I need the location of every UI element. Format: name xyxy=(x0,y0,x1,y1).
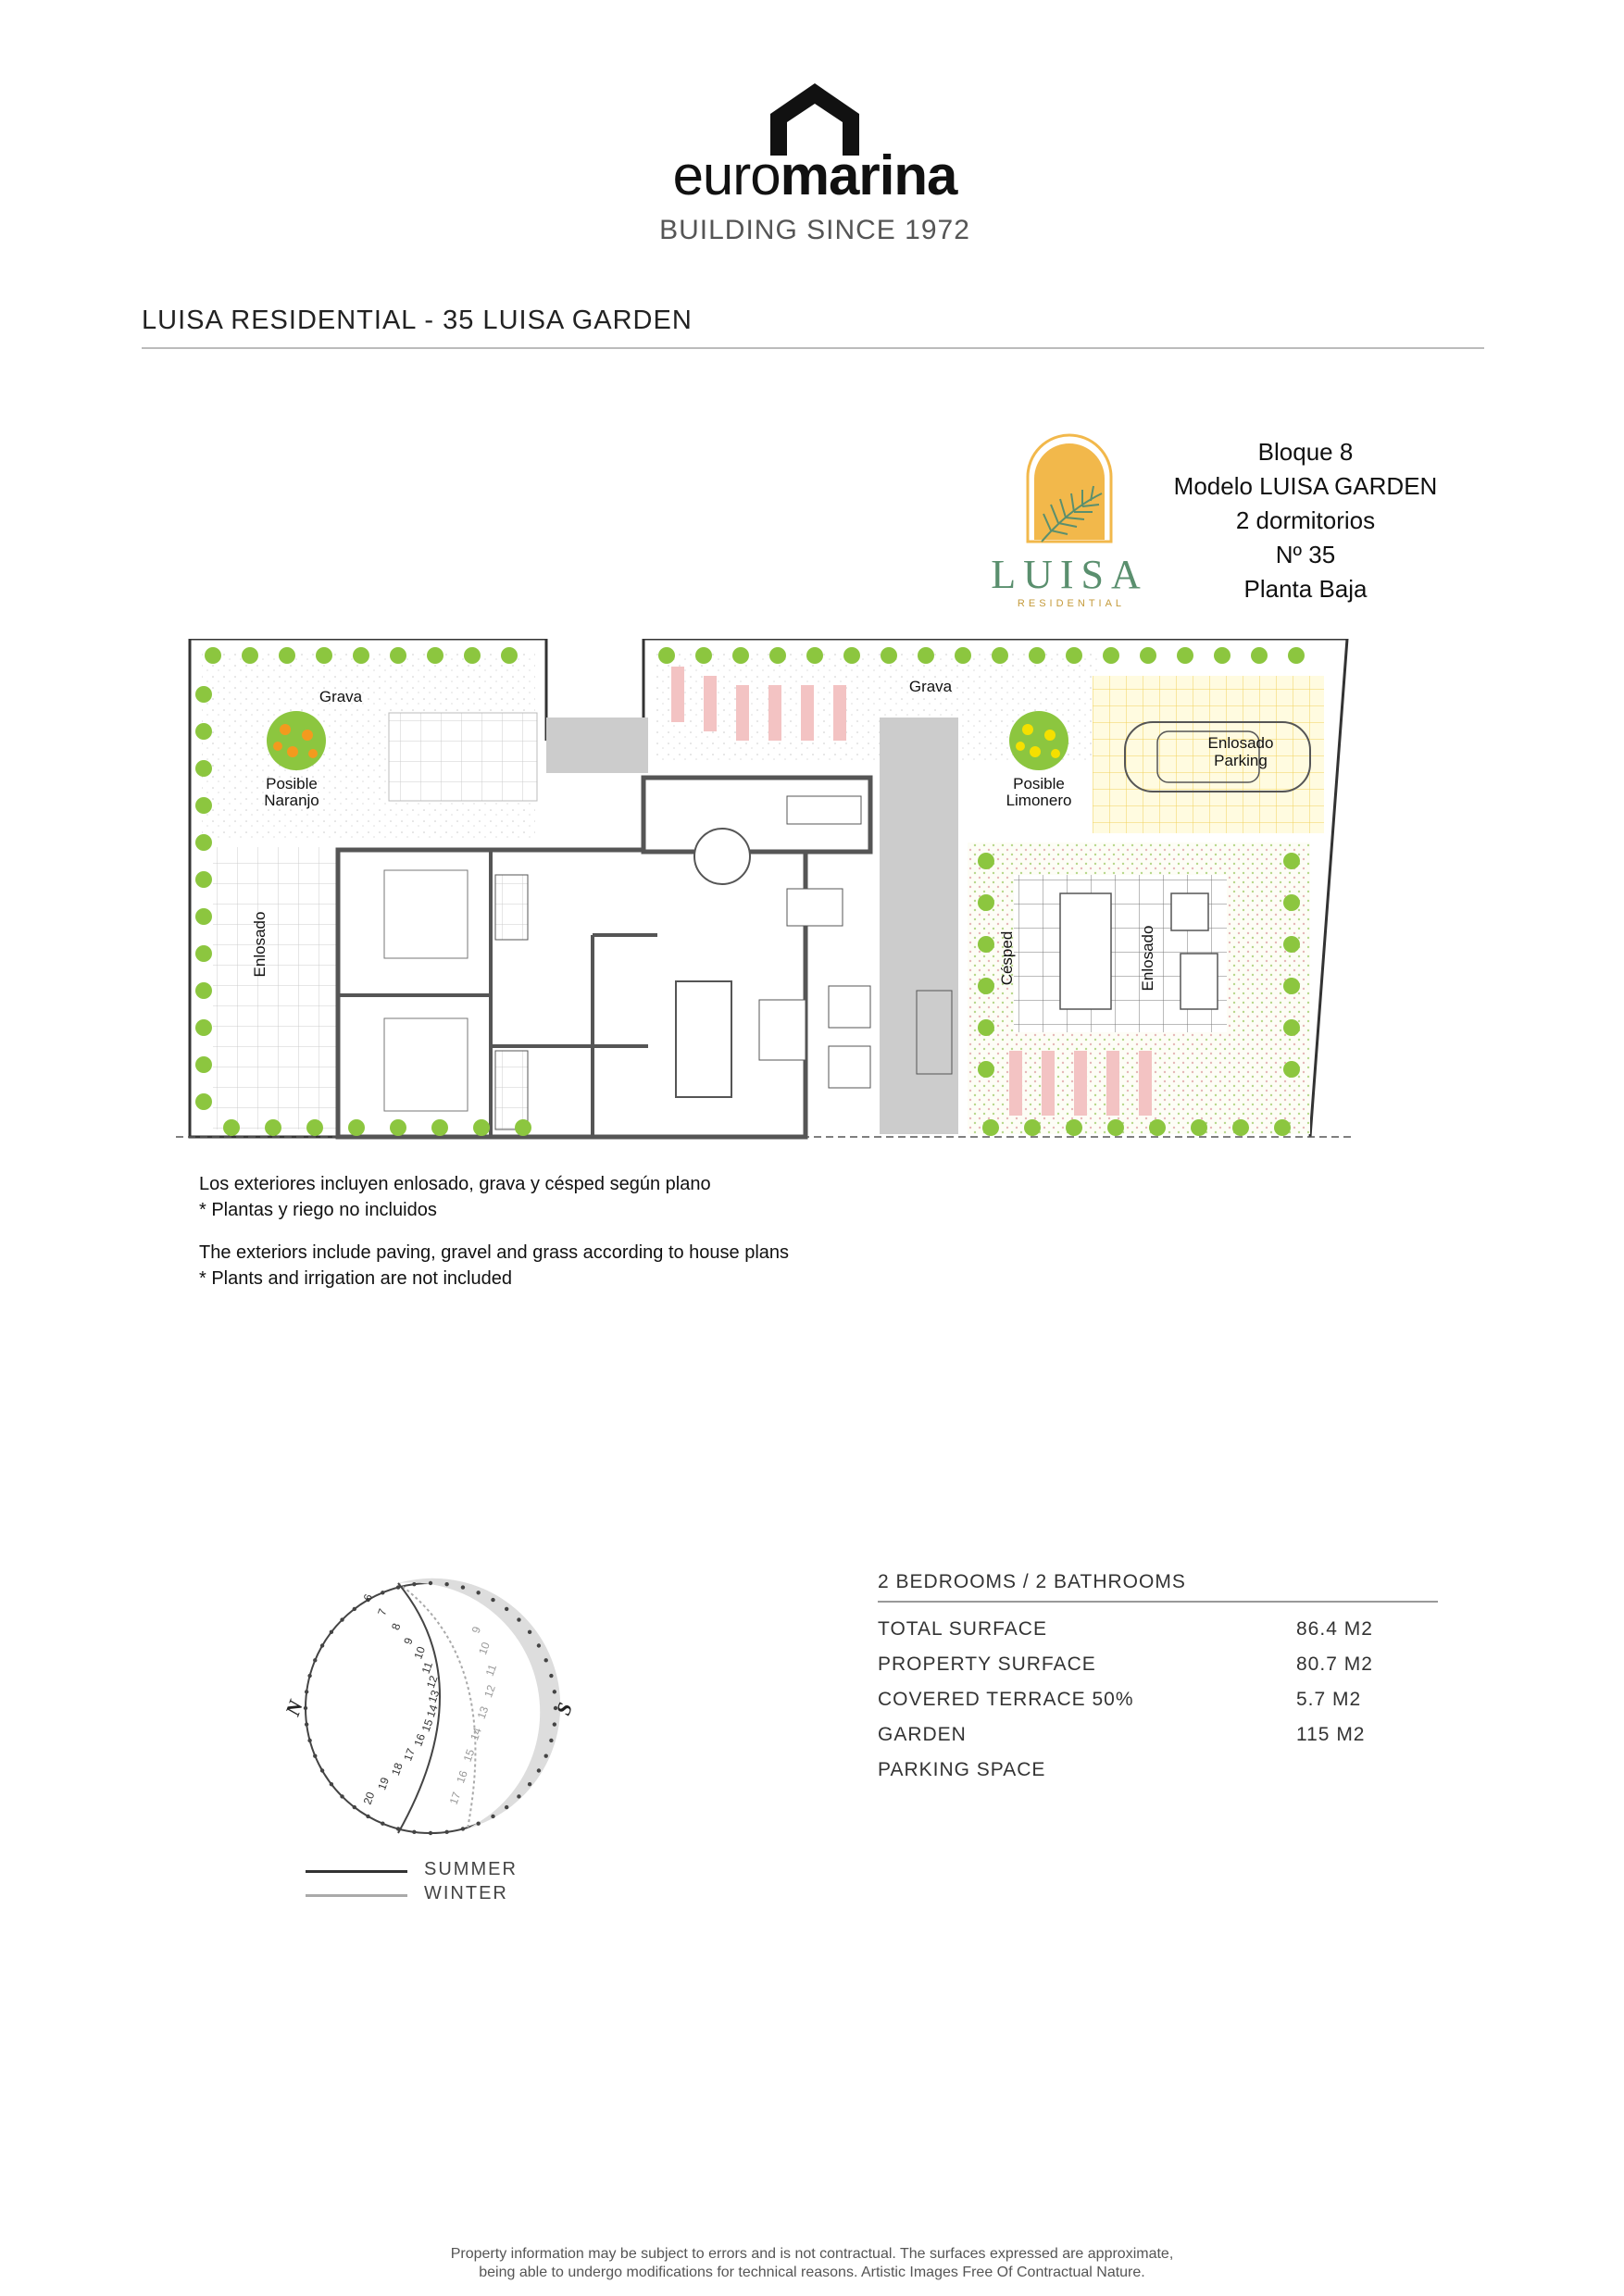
summer-hour-label: 11 xyxy=(418,1660,436,1676)
floor-level: Planta Baja xyxy=(1243,575,1368,603)
row-value: 80.7 M2 xyxy=(1296,1653,1373,1675)
circle-marker xyxy=(537,1643,541,1647)
orange-tree-icon xyxy=(267,711,326,770)
label-limonero-1: Posible xyxy=(1013,775,1065,792)
hedge-plant xyxy=(1251,647,1268,664)
winter-hour-label: 11 xyxy=(482,1662,500,1678)
circle-marker xyxy=(307,1739,311,1742)
circle-marker xyxy=(476,1591,480,1594)
circle-marker xyxy=(320,1768,324,1772)
summer-hour-label: 18 xyxy=(389,1761,406,1778)
luisa-logo xyxy=(986,421,1153,616)
hedge-plant xyxy=(1214,647,1230,664)
summer-hour-label: 15 xyxy=(418,1717,436,1734)
summer-hour-labels xyxy=(361,1592,443,1806)
circle-marker xyxy=(320,1643,324,1647)
hedge-plant xyxy=(316,647,332,664)
label-grava-left: Grava xyxy=(319,688,363,705)
circle-marker xyxy=(330,1782,333,1786)
label-enlosado-left: Enlosado xyxy=(251,911,269,978)
circle-marker xyxy=(366,1815,369,1818)
hedge-plant xyxy=(806,647,823,664)
circle-marker xyxy=(491,1815,494,1818)
hedge-plant xyxy=(732,647,749,664)
note-es-1: Los exteriores incluyen enlosado, grava y césped según plano xyxy=(199,1174,711,1194)
row-label: TOTAL SURFACE xyxy=(878,1618,1047,1640)
winter-hour-label: 9 xyxy=(468,1624,484,1636)
hedge-plant xyxy=(195,760,212,777)
brand-tagline: BUILDING SINCE 1972 xyxy=(659,215,970,245)
circle-marker xyxy=(461,1585,465,1589)
label-grava-right: Grava xyxy=(908,678,953,695)
winter-hour-label: 16 xyxy=(454,1768,470,1785)
hedge-plant xyxy=(353,647,369,664)
circle-marker xyxy=(505,1607,508,1611)
disclaimer-line-1: Property information may be subject to errors and is not contractual. The surfaces expressed are approximate, xyxy=(450,2246,1174,2262)
circle-marker xyxy=(412,1830,416,1834)
label-enlosado-parking-1: Enlosado xyxy=(1207,734,1274,752)
summer-line xyxy=(306,1870,407,1873)
note-en-2: * Plants and irrigation are not included xyxy=(199,1268,512,1289)
circle-marker xyxy=(528,1782,531,1786)
circle-marker xyxy=(549,1739,553,1742)
circle-marker xyxy=(528,1630,531,1634)
summer-hour-label: 16 xyxy=(411,1731,429,1749)
winter-hour-label: 14 xyxy=(468,1726,484,1742)
luisa-logo-sub: RESIDENTIAL xyxy=(1017,598,1126,609)
winter-hour-label: 13 xyxy=(474,1704,492,1721)
table-row xyxy=(878,1612,1438,1647)
sun-path-diagram xyxy=(278,1555,583,1861)
hedge-plant xyxy=(955,647,971,664)
hedge-plant xyxy=(195,834,212,851)
hedge-plant xyxy=(1274,1119,1291,1136)
hedge-plant xyxy=(390,1119,406,1136)
stairs xyxy=(389,713,537,801)
circle-marker xyxy=(429,1581,432,1585)
hedge-plant xyxy=(1029,647,1045,664)
hedge-plant xyxy=(658,647,675,664)
hedge-plant xyxy=(978,1019,994,1036)
summer-hour-label: 20 xyxy=(360,1790,378,1807)
circle-marker xyxy=(353,1607,356,1611)
bedroom-count: 2 dormitorios xyxy=(1235,506,1376,534)
hedge-plant xyxy=(195,1056,212,1073)
hedge-plant xyxy=(1140,647,1156,664)
circle-marker xyxy=(444,1582,448,1586)
circle-marker xyxy=(305,1722,308,1726)
hedge-plant xyxy=(1283,853,1300,869)
brand-name xyxy=(648,144,981,206)
lemon-tree-icon xyxy=(1009,711,1068,770)
label-naranjo-2: Naranjo xyxy=(264,792,319,809)
hedge-plant xyxy=(1283,936,1300,953)
hedge-plant xyxy=(431,1119,448,1136)
circle-marker xyxy=(537,1768,541,1772)
hedge-plant xyxy=(464,647,481,664)
winter-hour-label: 15 xyxy=(460,1747,478,1764)
block-info xyxy=(1162,435,1449,606)
circle-marker xyxy=(553,1722,556,1726)
hedge-plant xyxy=(205,647,221,664)
label-enlosado-parking-2: Parking xyxy=(1214,752,1268,769)
hedge-plant xyxy=(306,1119,323,1136)
hedge-plant xyxy=(195,1019,212,1036)
summer-hour-label: 7 xyxy=(375,1606,390,1617)
luisa-logo-name: LUISA xyxy=(991,552,1148,597)
row-label: PARKING SPACE xyxy=(878,1759,1046,1780)
page-title: LUISA RESIDENTIAL - 35 LUISA GARDEN xyxy=(142,306,693,335)
circle-marker xyxy=(353,1805,356,1809)
label-enlosado-terrace: Enlosado xyxy=(1139,925,1156,992)
hedge-plant xyxy=(843,647,860,664)
circle-marker xyxy=(444,1830,448,1834)
table-row xyxy=(878,1717,1438,1753)
hedge-plant xyxy=(279,647,295,664)
row-label: COVERED TERRACE 50% xyxy=(878,1689,1134,1710)
hedge-plant xyxy=(1149,1119,1166,1136)
entry-path xyxy=(546,718,648,773)
hedge-plant xyxy=(982,1119,999,1136)
winter-line xyxy=(306,1894,407,1897)
hedge-plant xyxy=(427,647,443,664)
circle-marker xyxy=(396,1585,400,1589)
hedge-plant xyxy=(695,647,712,664)
circle-marker xyxy=(313,1658,317,1662)
paving-left xyxy=(213,847,338,1129)
circle-marker xyxy=(340,1617,344,1621)
winter-hour-label: 10 xyxy=(476,1640,493,1657)
note-en-1: The exteriors include paving, gravel and grass according to house plans xyxy=(199,1242,790,1263)
row-value: 115 M2 xyxy=(1296,1724,1366,1745)
hedge-plant xyxy=(1066,1119,1082,1136)
circle-marker xyxy=(330,1630,333,1634)
hedge-plant xyxy=(195,982,212,999)
hedge-plant xyxy=(1283,978,1300,994)
summer-hour-label: 17 xyxy=(401,1746,418,1763)
hedge-plant xyxy=(978,936,994,953)
hedge-plant xyxy=(195,945,212,962)
summer-hour-label: 13 xyxy=(425,1688,443,1705)
hedge-plant xyxy=(515,1119,531,1136)
hedge-plant xyxy=(978,894,994,911)
hedge-plant xyxy=(978,853,994,869)
unit-number: Nº 35 xyxy=(1275,541,1336,568)
circle-marker xyxy=(381,1822,384,1826)
circle-marker xyxy=(412,1582,416,1586)
disclaimer-line-2: being able to undergo modifications for technical reasons. Artistic Images Free Of Contractual Nature. xyxy=(479,2265,1145,2280)
winter-hour-label: 17 xyxy=(446,1790,464,1807)
hedge-plant xyxy=(501,647,518,664)
hedge-plant xyxy=(918,647,934,664)
brand-bold: marina xyxy=(780,144,957,206)
row-value: 86.4 M2 xyxy=(1296,1618,1373,1640)
parking-area xyxy=(1093,676,1324,833)
summer-hour-label: 12 xyxy=(423,1673,441,1691)
hedge-plant xyxy=(1024,1119,1041,1136)
circle-marker xyxy=(517,1794,520,1798)
circle-marker xyxy=(476,1822,480,1826)
hedge-plant xyxy=(1283,894,1300,911)
hedge-plant xyxy=(195,723,212,740)
hedge-plant xyxy=(195,686,212,703)
legend-winter-label: WINTER xyxy=(424,1883,508,1903)
row-label: GARDEN xyxy=(878,1724,967,1745)
hedge-plant xyxy=(978,1061,994,1078)
summer-hour-label: 8 xyxy=(389,1621,404,1632)
table-row xyxy=(878,1647,1438,1682)
circle-marker xyxy=(549,1674,553,1678)
label-cesped: Césped xyxy=(998,930,1016,986)
hedge-plant xyxy=(223,1119,240,1136)
summer-hour-label: 10 xyxy=(411,1644,429,1661)
label-limonero-2: Limonero xyxy=(1006,792,1072,809)
circle-marker xyxy=(544,1753,548,1757)
table-row xyxy=(878,1753,1438,1788)
circle-marker xyxy=(544,1658,548,1662)
note-es-2: * Plantas y riego no incluidos xyxy=(199,1200,437,1220)
label-naranjo-1: Posible xyxy=(266,775,318,792)
south-label: S xyxy=(551,1699,578,1718)
row-value: 5.7 M2 xyxy=(1296,1689,1362,1710)
hedge-plant xyxy=(769,647,786,664)
hedge-plant xyxy=(1288,647,1305,664)
hedge-plant xyxy=(978,978,994,994)
hedge-plant xyxy=(390,647,406,664)
hedge-plant xyxy=(992,647,1008,664)
floor-plan xyxy=(176,639,1352,1148)
circle-marker xyxy=(517,1617,520,1621)
row-label: PROPERTY SURFACE xyxy=(878,1653,1096,1675)
north-label: N xyxy=(281,1697,307,1719)
circle-marker xyxy=(396,1827,400,1830)
hedge-plant xyxy=(348,1119,365,1136)
circle-marker xyxy=(381,1591,384,1594)
summer-hour-label: 14 xyxy=(423,1703,441,1719)
hedge-plant xyxy=(195,908,212,925)
hedge-plant xyxy=(242,647,258,664)
circle-marker xyxy=(505,1805,508,1809)
hedge-plant xyxy=(1232,1119,1249,1136)
hedge-plant xyxy=(1283,1019,1300,1036)
legend-summer-label: SUMMER xyxy=(424,1859,518,1879)
summer-hour-label: 6 xyxy=(360,1591,376,1603)
summer-hour-label: 19 xyxy=(375,1775,392,1792)
winter-hour-label: 12 xyxy=(481,1683,498,1700)
hedge-plant xyxy=(195,1093,212,1110)
circle-marker xyxy=(491,1598,494,1602)
hedge-plant xyxy=(1177,647,1193,664)
hedge-plant xyxy=(473,1119,490,1136)
circle-marker xyxy=(305,1690,308,1693)
table-heading: 2 BEDROOMS / 2 BATHROOMS xyxy=(878,1571,1438,1603)
hedge-plant xyxy=(881,647,897,664)
disclaimer xyxy=(278,2245,1346,2282)
circle-marker xyxy=(307,1674,311,1678)
exterior-notes xyxy=(199,1171,789,1292)
hedge-plant xyxy=(265,1119,281,1136)
model-name: Modelo LUISA GARDEN xyxy=(1173,472,1438,500)
brand-light: euro xyxy=(672,144,781,206)
hedge-plant xyxy=(195,797,212,814)
circle-marker xyxy=(340,1794,344,1798)
title-divider xyxy=(142,347,1484,349)
circle-marker xyxy=(313,1753,317,1757)
hedge-plant xyxy=(1191,1119,1207,1136)
hedge-plant xyxy=(1107,1119,1124,1136)
hedge-plant xyxy=(1066,647,1082,664)
hedge-plant xyxy=(1103,647,1119,664)
circle-marker xyxy=(429,1831,432,1835)
circle-marker xyxy=(553,1690,556,1693)
surfaces-table xyxy=(878,1571,1438,1788)
summer-hour-label: 9 xyxy=(401,1636,416,1647)
block-number: Bloque 8 xyxy=(1257,438,1354,466)
table-row xyxy=(878,1682,1438,1717)
circle-marker xyxy=(461,1827,465,1830)
hedge-plant xyxy=(195,871,212,888)
hedge-plant xyxy=(1283,1061,1300,1078)
